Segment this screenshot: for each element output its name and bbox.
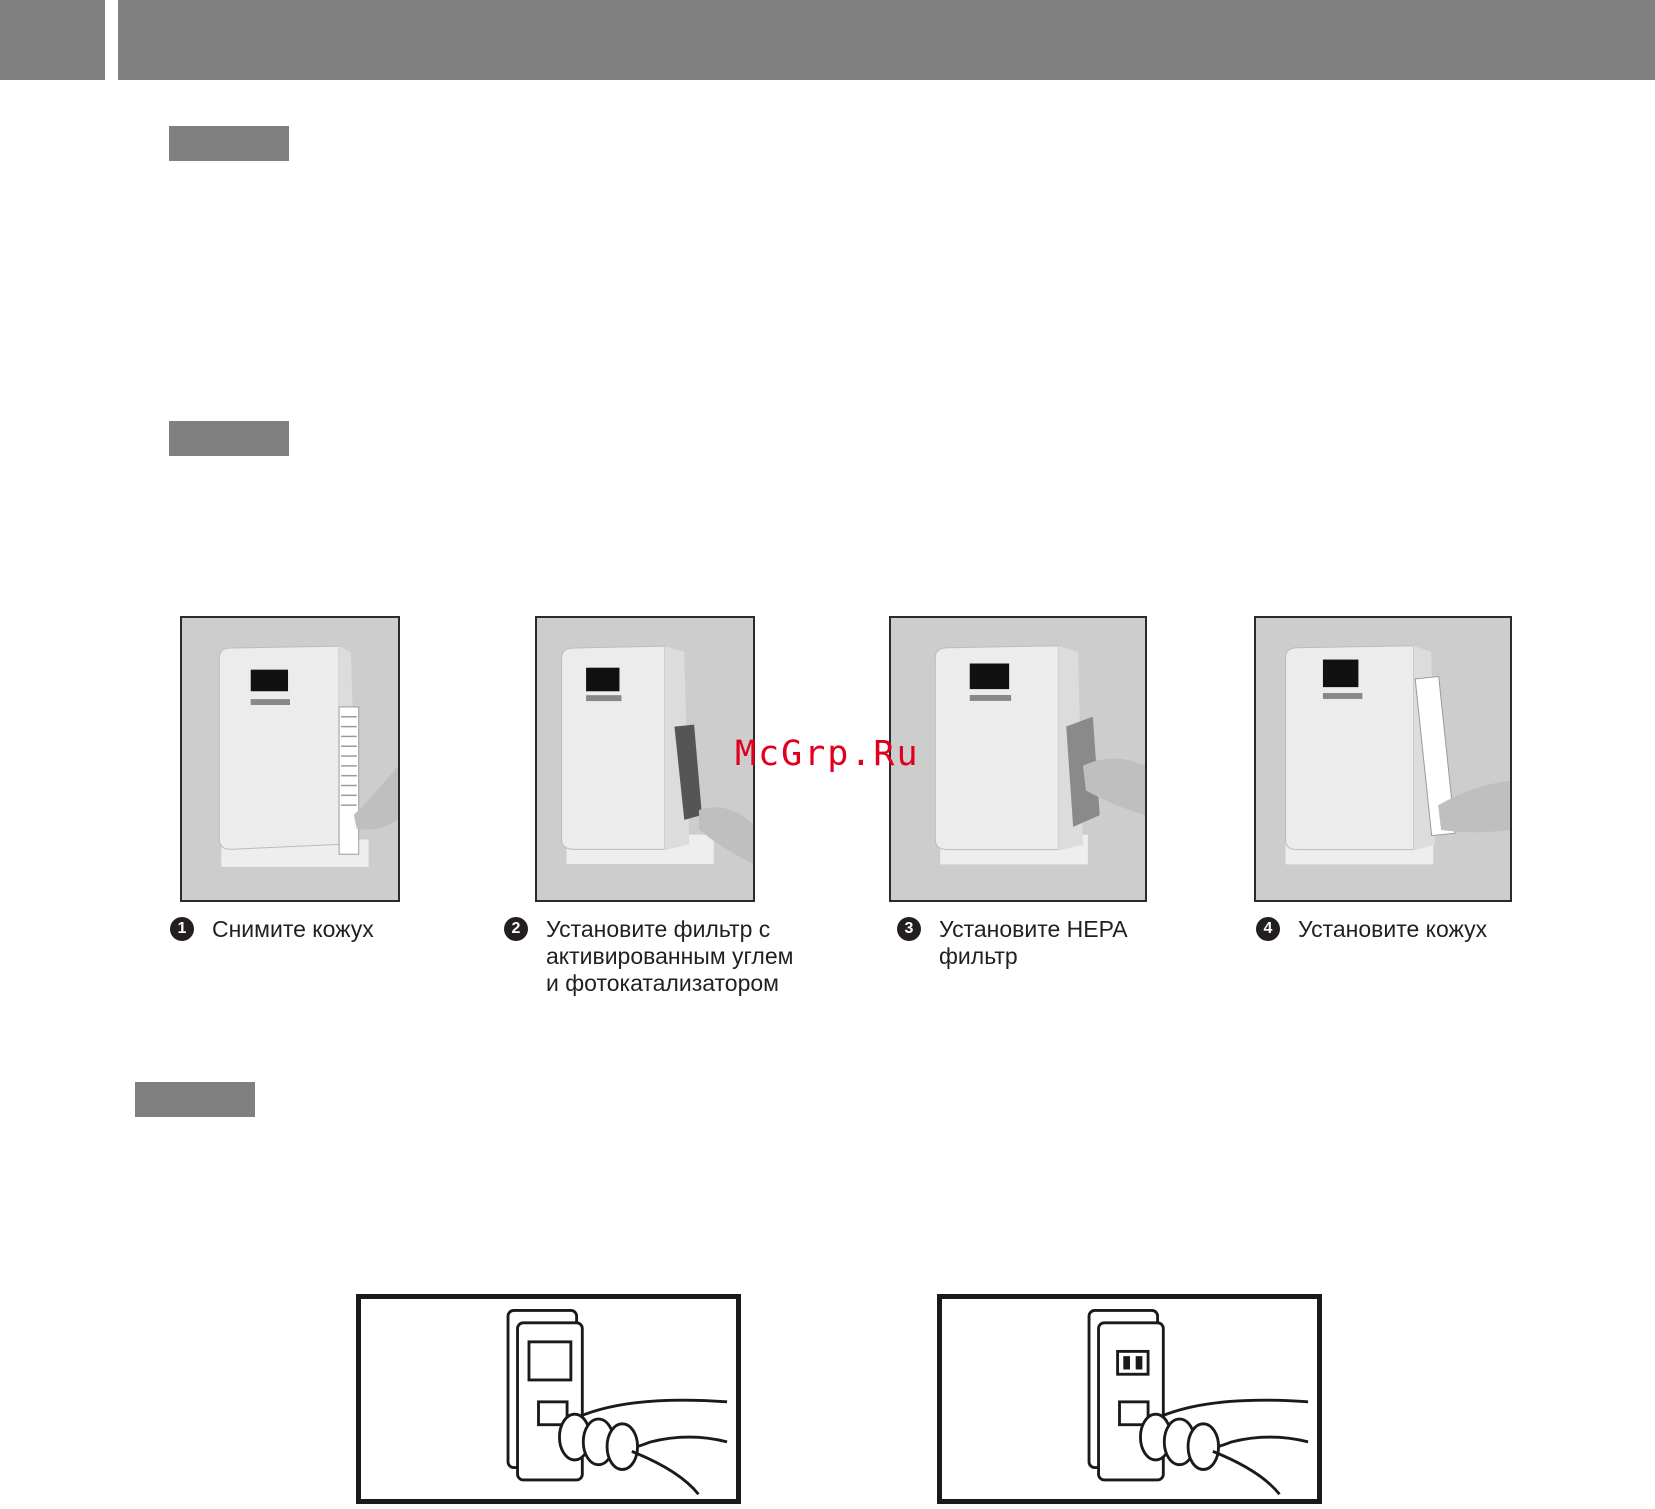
air-purifier-install-hepa-filter-image: [891, 618, 1145, 900]
step-4-caption: [1256, 916, 1556, 946]
plug-into-socket-icon: [942, 1299, 1317, 1499]
air-purifier-remove-cover-image: [182, 618, 398, 900]
step-2-number: 2: [504, 917, 528, 941]
step-3-number: 3: [897, 917, 921, 941]
step-4-photo: [1254, 616, 1512, 902]
watermark: McGrp.Ru: [735, 734, 920, 774]
step-4-number: 4: [1256, 917, 1280, 941]
section-tag-2: [169, 421, 289, 456]
step-3-caption: [897, 916, 1197, 974]
step-4-text: Установите кожух: [1298, 916, 1488, 942]
step-1-photo: [180, 616, 400, 902]
step-2-photo: [535, 616, 755, 902]
plug-illustration-right: [937, 1294, 1322, 1504]
step-2-text: Установите фильтр с активированным углем и фотокатализатором: [546, 916, 794, 996]
section-tag-1: [169, 126, 289, 161]
air-purifier-install-cover-image: [1256, 618, 1510, 900]
step-1-number: 1: [170, 917, 194, 941]
step-1-text: Снимите кожух: [212, 916, 374, 942]
header-bar-left: [0, 0, 105, 80]
plug-into-socket-icon: [361, 1299, 736, 1499]
step-1-caption: [170, 916, 470, 946]
step-2-caption: [504, 916, 844, 1001]
header-bar-right: [118, 0, 1655, 80]
step-3-text: Установите HEPA фильтр: [939, 916, 1128, 969]
plug-illustration-left: [356, 1294, 741, 1504]
step-3-photo: [889, 616, 1147, 902]
air-purifier-install-carbon-filter-image: [537, 618, 753, 900]
section-tag-3: [135, 1082, 255, 1117]
